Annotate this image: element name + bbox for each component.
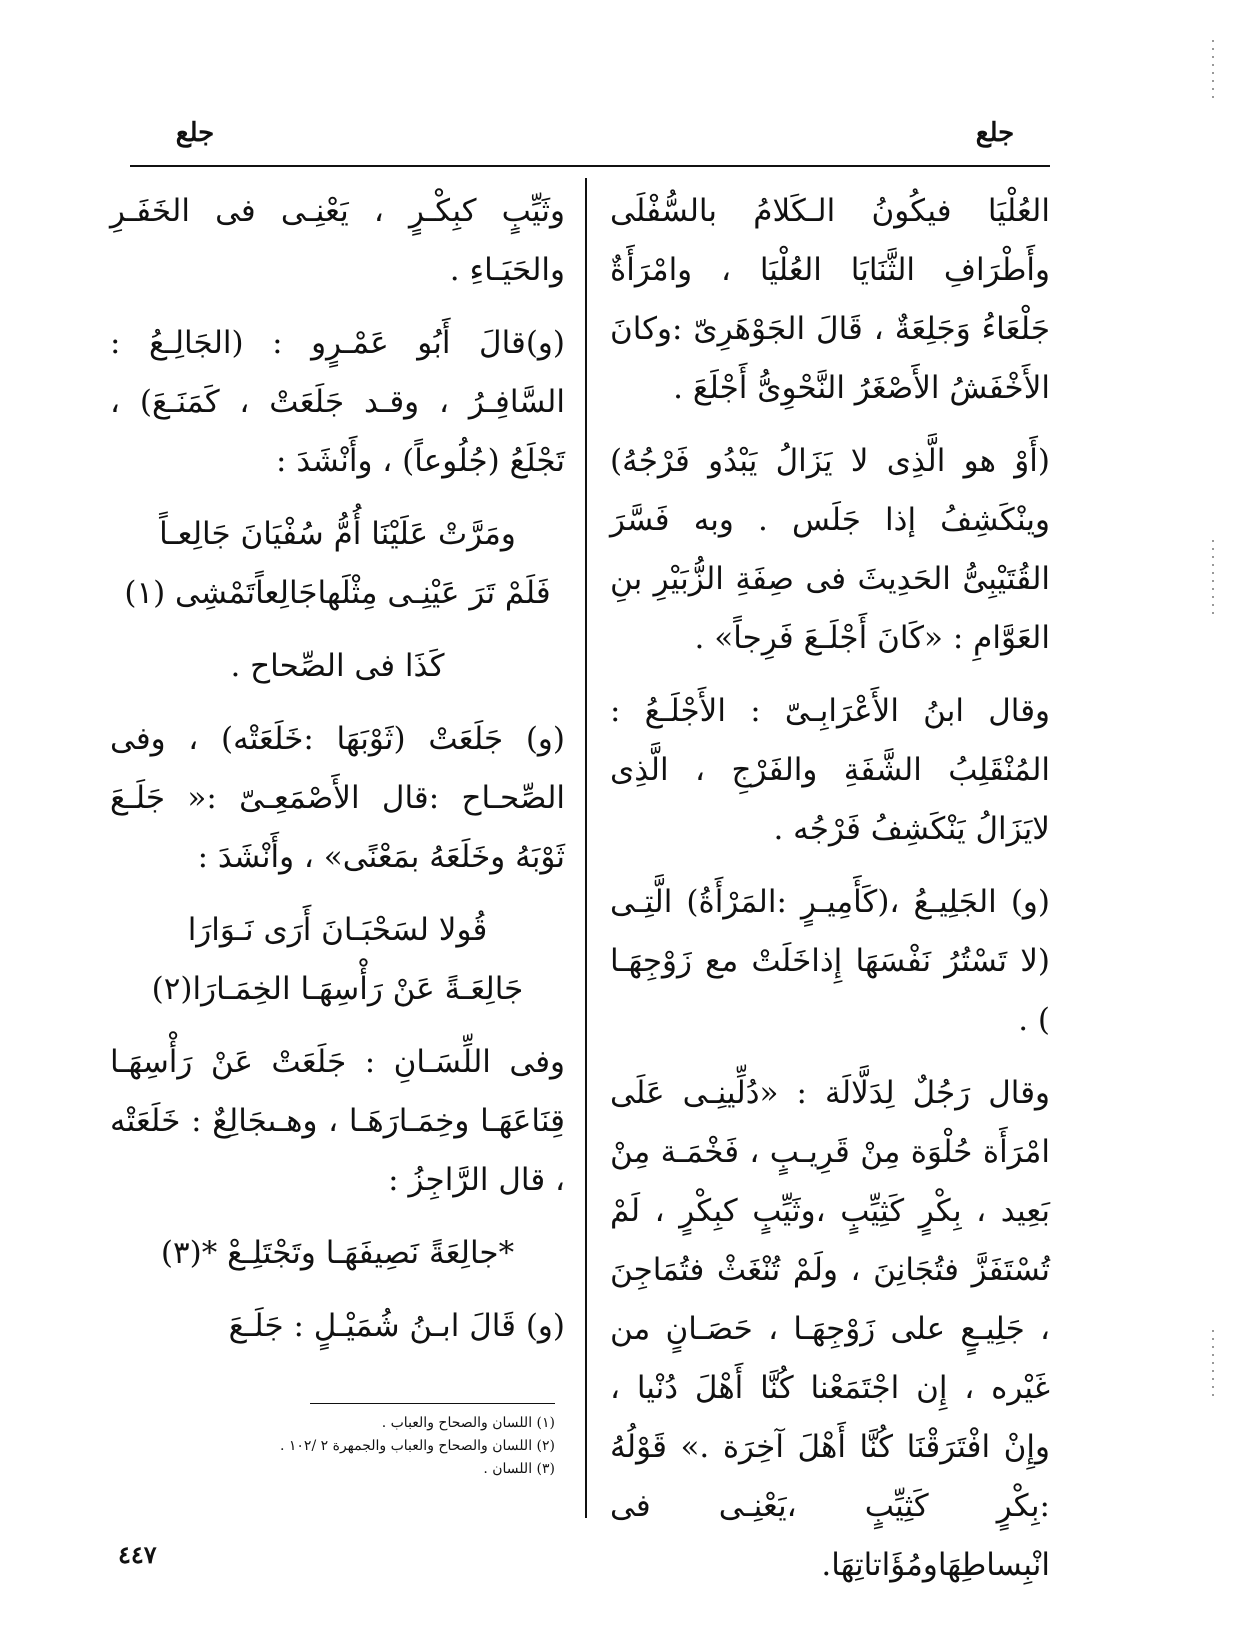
- footnote: (٢) اللسان والصحاح والعباب والجمهرة ٢ /١٠٢ .: [279, 1438, 555, 1454]
- header-rule: [130, 165, 1050, 167]
- entry-paragraph: (و) جَلَعَتْ (ثَوْبَهَا :خَلَعَتْه) ، وفى الصِّحـاح :قال الأَصْمَعِـىّ :« جَلَـعَ ثَوْبَهُ وخَلَعَهُ بمَعْنًى» ، وأَنْشَدَ :: [110, 721, 565, 875]
- verse-line: قُولا لسَحْبَـانَ أَرَى نَـوَارَا: [187, 912, 488, 948]
- verse-line: *جالِعَةً نَصِيفَهَـا وتَجْتَلِـعْ *(٣): [160, 1235, 515, 1271]
- entry-paragraph: وثَيِّبٍ كبِكْـرٍ ، يَعْنِـى فى الخَفَـرِ والحَيَـاءِ .: [110, 193, 565, 288]
- verse-couplet: [110, 901, 565, 1019]
- right-column: [610, 182, 1050, 1609]
- entry-paragraph: وفى اللِّسَـانِ : جَلَعَتْ عَنْ رَأْسِهَـا قِنَاعَهَـا وخِمَـارَهَـا ، وهـىجَالِعٌ : خَلَعَتْه ، قال الرَّاجِزُ :: [110, 1044, 565, 1198]
- entry-paragraph: (و)قالَ أَبُو عَمْـرٍو : (الجَالِـعُ : السَّافِـرُ ، وقـد جَلَعَتْ ، كَمَنَـعَ) ، تَجْلَعُ (جُلُوعاً) ، وأَنْشَدَ :: [110, 325, 565, 479]
- footnote-rule: [310, 1403, 555, 1404]
- entry-paragraph: العُلْيَا فيكُونُ الـكَلامُ بالسُّفْلَى وأَطْرَافِ الثَّنَايَا العُلْيَا ، وامْرَأَةٌ جَلْعَاءُ وَجَلِعَةٌ ، قَالَ الجَوْهَرِىّ :وكانَ الأَخْفَشُ الأَصْغَرُ النَّحْوِىُّ أَجْلَعَ .: [610, 193, 1050, 406]
- header-word-left: جلع: [175, 118, 215, 148]
- footnote: (١) اللسان والصحاح والعباب .: [381, 1415, 555, 1431]
- entry-paragraph: وقال رَجُلٌ لِدَلَّالَة : «دُلِّينِـى عَلَى امْرَأَة حُلْوَة مِنْ قَرِيـبٍ ، فَخْمَـة مِنْ بَعِيد ، بِكْرٍ كَثِيِّبٍ ،وثَيِّبٍ كبِكْرٍ ، لَمْ تُسْتَفَزَّ فتُجَانِنَ ، ولَمْ تُنْغَثْ فتُمَاجِنَ ، جَلِيـعٍ على زَوْجِهَـا ، حَصَـانٍ من غَيْره ، إِن اجْتَمَعْنا كُنَّا أَهْلَ دُنْيا ، وإِنْ افْتَرَقْنَا كُنَّا أَهْلَ آخِرَة .» قَوْلُهُ :بِكْرٍ كَثِيِّبٍ ،يَعْنِـى فى انْبِساطِهَاومُؤَاتاتِهَا.: [610, 1075, 1050, 1583]
- margin-scan-marks: [1210, 540, 1214, 620]
- left-column: [110, 182, 565, 1370]
- entry-paragraph: (أَوْ هو الَّذِى لا يَزَالُ يَبْدُو فَرْجُهُ) وينْكَشِفُ إذا جَلَس . وبه فَسَّرَ القُتَيْبِىُّ الحَدِيثَ فى صِفَةِ الزُّبَيْرِ بنِ العَوَّامِ : «كَانَ أَجْلَـعَ فَرِجاً» .: [610, 443, 1050, 656]
- footnotes: [130, 1412, 555, 1481]
- verse-line: ومَرَّتْ عَلَيْنَا أُمُّ سُفْيَانَ جَالِعـاً: [159, 516, 516, 552]
- entry-paragraph: (و) قَالَ ابـنُ شُمَيْـلٍ : جَلَـعَ: [228, 1308, 565, 1344]
- verse-line: فَلَمْ تَرَ عَيْنِـى مِثْلَهاجَالِعاًتَمْشِى (١): [124, 575, 551, 611]
- page-number: ٤٤٧: [118, 1540, 157, 1569]
- verse-line: جَالِعَـةً عَنْ رَأْسِهَـا الخِمَـارَا(٢): [151, 971, 524, 1007]
- entry-paragraph: (و) الجَلِيـعُ ،(كَأَمِيـرٍ :المَرْأَةُ) الَّتِـى (لا تَسْتُرُ نَفْسَهَا إِذاخَلَتْ مع زَوْجِهَـا ) .: [610, 884, 1050, 1038]
- verse-couplet: [110, 505, 565, 623]
- column-divider: [585, 178, 587, 1518]
- margin-scan-marks: [1210, 1330, 1214, 1402]
- entry-paragraph: وقال ابنُ الأَعْرَابِـىّ : الأَجْلَـعُ : المُنْقَلِبُ الشَّفَةِ والفَرْجِ ، الَّذِى لايَزَالُ يَنْكَشِفُ فَرْجُه .: [610, 693, 1050, 847]
- entry-paragraph: كَذَا فى الصِّحاح .: [230, 648, 445, 684]
- header-word-right: جلع: [975, 118, 1015, 148]
- margin-scan-marks: [1210, 40, 1214, 104]
- footnote: (٣) اللسان .: [483, 1461, 555, 1477]
